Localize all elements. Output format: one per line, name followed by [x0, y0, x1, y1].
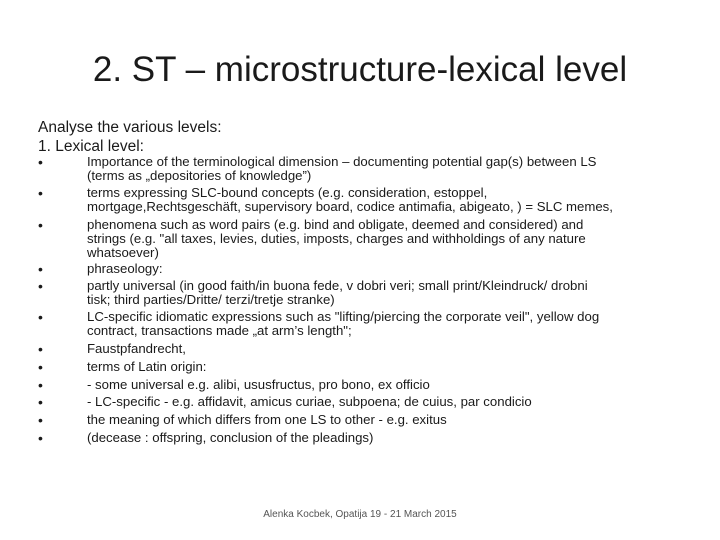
bullet-icon: •: [38, 185, 43, 201]
bullet-icon: •: [38, 359, 43, 375]
item-line: (terms as „depositories of knowledge”): [87, 168, 312, 184]
item-line: tisk; third parties/Dritte/ terzi/tretje stranke): [87, 292, 335, 308]
bullet-icon: •: [38, 261, 43, 277]
bullet-icon: •: [38, 430, 43, 446]
item-line: LC-specific idiomatic expressions such as "lifting/piercing the corporate veil", yellow dog: [87, 309, 600, 324]
item-line: strings (e.g. "all taxes, levies, duties, imposts, charges and withholdings of any nature: [87, 231, 586, 247]
item-line: mortgage,Rechtsgeschäft, supervisory board, codice antimafia, abigeato, ) = SLC memes,: [87, 199, 613, 215]
item-line: phraseology:: [87, 261, 163, 276]
item-line: terms of Latin origin:: [87, 359, 207, 374]
footer: Alenka Kocbek, Opatija 19 - 21 March 2015: [263, 509, 457, 520]
item-line: partly universal (in good faith/in buona fede, v dobri veri; small print/Kleindruck/ drobni: [87, 278, 588, 293]
bullet-icon: •: [38, 377, 43, 393]
item-line: whatsoever): [87, 245, 159, 261]
bullet-icon: •: [38, 278, 43, 294]
bullet-icon: •: [38, 412, 43, 428]
item-line: contract, transactions made „at arm’s length";: [87, 323, 352, 339]
item-line: Faustpfandrecht,: [87, 341, 186, 356]
item-line: phenomena such as word pairs (e.g. bind and obligate, deemed and considered) and: [87, 217, 584, 232]
bullet-icon: •: [38, 309, 43, 325]
item-line: the meaning of which differs from one LS to other - e.g. exitus: [87, 412, 447, 427]
item-line: - LC-specific - e.g. affidavit, amicus curiae, subpoena; de cuius, par condicio: [87, 394, 532, 409]
bullet-icon: •: [38, 154, 43, 170]
intro-heading: 1. Lexical level:: [38, 138, 144, 155]
item-line: - some universal e.g. alibi, ususfructus, pro bono, ex officio: [87, 377, 430, 392]
item-line: terms expressing SLC-bound concepts (e.g. consideration, estoppel,: [87, 185, 488, 200]
bullet-icon: •: [38, 217, 43, 233]
intro: [38, 118, 222, 156]
intro-line: Analyse the various levels:: [38, 119, 222, 136]
bullet-icon: •: [38, 341, 43, 357]
item-line: (decease : offspring, conclusion of the pleadings): [87, 430, 374, 445]
slide-title: 2. ST – microstructure-lexical level: [92, 50, 628, 89]
item-line: Importance of the terminological dimension – documenting potential gap(s) between LS: [87, 154, 597, 169]
bullet-icon: •: [38, 394, 43, 410]
